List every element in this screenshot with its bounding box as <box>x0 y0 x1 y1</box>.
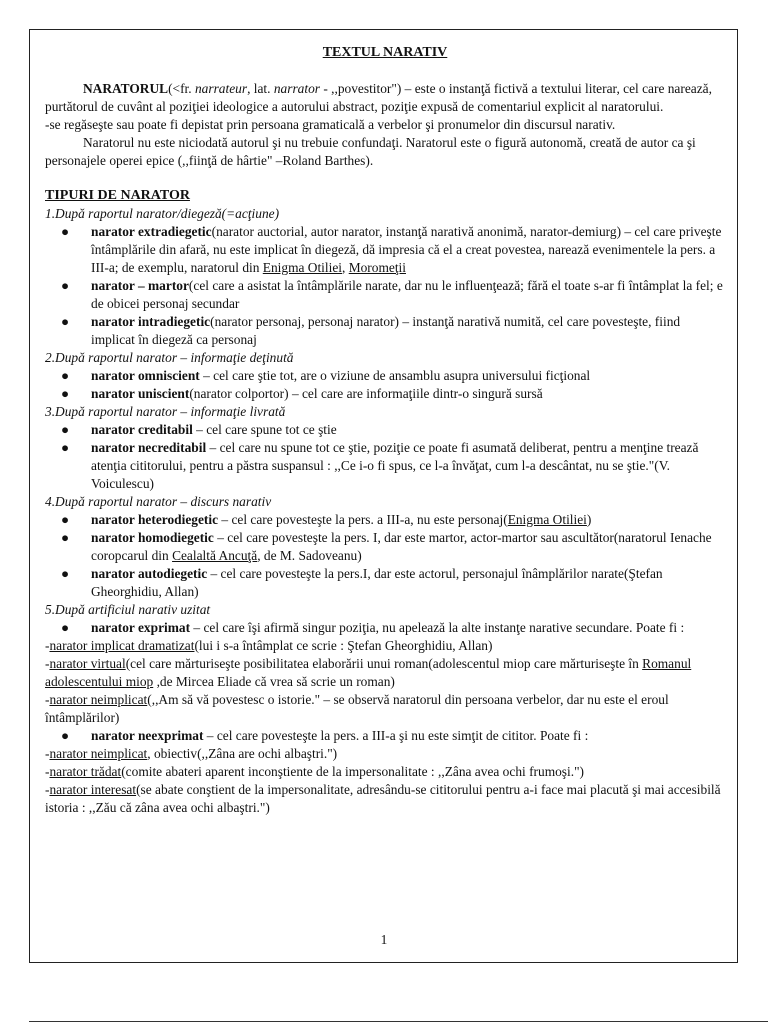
text: – cel care îşi afirmă singur poziţia, nu apelează la alte instanţe narative secundare. Poate fi : <box>190 620 685 635</box>
dash: - <box>45 656 50 671</box>
subtype-term: narator neimplicat <box>49 692 148 707</box>
criterion-2-heading: 2.După raportul narator – informaţie deţinută <box>45 350 294 365</box>
text: (narator colportor) – cel care are informaţiile dintr-o singură sursă <box>189 386 543 401</box>
list-item <box>45 313 725 349</box>
bullet-icon: ● <box>61 368 70 383</box>
text: ) <box>586 512 592 527</box>
term-naratorul: NARATORUL <box>83 81 169 96</box>
subtype-term: narator virtual <box>49 656 126 671</box>
bullet-icon: ● <box>61 224 70 239</box>
criterion-5-list-b <box>45 727 725 745</box>
page-number: 1 <box>380 932 388 947</box>
term: narator homodiegetic <box>91 530 214 545</box>
document-title: TEXTUL NARATIV <box>322 45 448 60</box>
list-item <box>45 727 725 745</box>
text: , obiectiv(,,Zâna are ochi albaştri.") <box>147 746 338 761</box>
subtype-line <box>45 763 725 781</box>
text: (lui i s-a întâmplat ce scrie : Ştefan Gheorghidiu, Allan) <box>194 638 493 653</box>
term: narator extradiegetic <box>91 224 212 239</box>
text: , de M. Sadoveanu) <box>257 548 362 563</box>
list-item <box>45 385 725 403</box>
term: narator heterodiegetic <box>91 512 219 527</box>
criterion-1-list <box>45 223 725 349</box>
text: (narator personaj, personaj narator) – instanţă narativă numită, cel care povesteşte, fiind implicat în diegeză ca personaj <box>91 314 681 347</box>
text: – cel care povesteşte la pers.I, dar este actorul, personajul înâmplărilor narate(Ştefan Gheorghidiu, Allan) <box>91 566 663 599</box>
bullet-icon: ● <box>61 386 70 401</box>
term: narator – martor <box>91 278 189 293</box>
term: narator autodiegetic <box>91 566 208 581</box>
text: – cel care spune tot ce ştie <box>192 422 337 437</box>
text: – cel care ştie tot, are o viziune de ansamblu asupra universului ficţional <box>199 368 591 383</box>
text: ,de Mircea Eliade că vrea să scrie un roman) <box>153 674 395 689</box>
bullet-icon: ● <box>61 314 70 329</box>
term: narator omniscient <box>91 368 200 383</box>
criterion-4-heading: 4.După raportul narator – discurs narativ <box>45 494 272 509</box>
term: narator uniscient <box>91 386 190 401</box>
work-title: Cealaltă Ancuţă <box>172 548 258 563</box>
text: narrateur <box>194 81 248 96</box>
text: , <box>342 260 349 275</box>
criterion-5-list-a <box>45 619 725 637</box>
work-title: Enigma Otiliei <box>262 260 342 275</box>
text: , lat. <box>247 81 274 96</box>
bullet-icon: ● <box>61 440 70 455</box>
intro-paragraph-3: Naratorul nu este niciodată autorul şi nu trebuie confundaţi. Naratorul este o figură autonomă, creată de autor ca şi personajele operei epice (,,fiinţă de hârtie" –Roland Barthes). <box>45 135 696 168</box>
term: narator creditabil <box>91 422 193 437</box>
dash: - <box>45 764 50 779</box>
term: narator intradiegetic <box>91 314 211 329</box>
text: (se abate conştient de la impersonalitate, adresându-se cititorului pentru a-i face mai placută şi mai accesibilă istoria : ,,Zău că zâna avea ochi albaştri.") <box>45 782 721 815</box>
subtype-line <box>45 637 725 655</box>
bullet-icon: ● <box>61 620 70 635</box>
text: (<fr. <box>168 81 195 96</box>
text: (narator auctorial, autor narator, instanţă narativă anonimă, narator-demiurg) – cel care priveşte întâmplările din afară, nu este implicat în diegeză, dă impresia că el a creat povestea, narează evenimentele la pers. a III-a; de exemplu, naratorul din <box>91 224 722 275</box>
criterion-2-list <box>45 367 725 403</box>
criterion-1-heading: 1.După raportul narator/diegeză(=acţiune) <box>45 206 280 221</box>
list-item <box>45 439 725 493</box>
subtype-line <box>45 691 725 727</box>
subtype-term: narator implicat dramatizat <box>49 638 195 653</box>
work-title: Moromeţii <box>348 260 406 275</box>
text: – cel care nu spune tot ce ştie, poziţie ce poate fi asumată deliberat, pentru a menţine trează atenţia cititorului, pentru a păstra suspansul : ,,Ce i-o fi spus, ce l-a învăţat, cum l-a descântat, nu se ştie."(V. Voiculescu) <box>91 440 699 491</box>
criterion-5-heading: 5.După artificiul narativ uzitat <box>45 602 211 617</box>
dash: - <box>45 692 50 707</box>
subtype-line <box>45 655 725 691</box>
list-item <box>45 529 725 565</box>
list-item <box>45 367 725 385</box>
subtype-line <box>45 745 725 763</box>
text: - ,,povestitor") – este o instanţă fictivă a textului literar, cel care narează, purtătorul de cuvânt al poziţiei ideologice a autorului abstract, poziţie expusă de comentariul explicit al naratorului. <box>45 81 712 114</box>
dash: - <box>45 782 50 797</box>
term: narator neexprimat <box>91 728 204 743</box>
list-item <box>45 421 725 439</box>
text: – cel care povesteşte la pers. a III-a, nu este personaj( <box>218 512 508 527</box>
subtype-term: narator interesat <box>49 782 137 797</box>
criterion-3-heading: 3.După raportul narator – informaţie livrată <box>45 404 286 419</box>
list-item <box>45 223 725 277</box>
work-title: Enigma Otiliei <box>507 512 587 527</box>
dash: - <box>45 746 50 761</box>
bullet-icon: ● <box>61 566 70 581</box>
criterion-3-list <box>45 421 725 493</box>
text: narrator <box>273 81 320 96</box>
criterion-4-list <box>45 511 725 601</box>
work-title: Romanul adolescentului miop <box>45 656 692 689</box>
text: (comite abateri aparent inconştiente de la impersonalitate : ,,Zâna avea ochi frumoşi.") <box>121 764 585 779</box>
intro-paragraph-1 <box>45 80 725 116</box>
section-heading: TIPURI DE NARATOR <box>45 188 190 203</box>
subtype-term: narator trădat <box>49 764 122 779</box>
document-body <box>45 44 725 817</box>
subtype-line <box>45 781 725 817</box>
text: – cel care povesteşte la pers. a III-a şi nu este simţit de cititor. Poate fi : <box>203 728 589 743</box>
list-item <box>45 565 725 601</box>
term: narator necreditabil <box>91 440 207 455</box>
list-item <box>45 511 725 529</box>
text: – cel care povesteşte la pers. I, dar este martor, actor-martor sau ascultător(naratorul Ienache coropcarul din <box>91 530 712 563</box>
bullet-icon: ● <box>61 278 70 293</box>
dash: - <box>45 638 50 653</box>
bullet-icon: ● <box>61 512 70 527</box>
list-item <box>45 277 725 313</box>
bullet-icon: ● <box>61 728 70 743</box>
list-item <box>45 619 725 637</box>
subtype-term: narator neimplicat <box>49 746 148 761</box>
term: narator exprimat <box>91 620 191 635</box>
text: (cel care a asistat la întâmplările narate, dar nu le influenţează; fără el toate s-ar fi întâmplat la fel; e de obicei personaj secundar <box>91 278 723 311</box>
intro-paragraph-2: -se regăseşte sau poate fi depistat prin persoana gramaticală a verbelor şi pronumelor din discursul narativ. <box>45 117 616 132</box>
bullet-icon: ● <box>61 530 70 545</box>
text: (cel care mărturiseşte posibilitatea elaborării unui roman(adolescentul miop care mărturiseşte în <box>125 656 643 671</box>
text: (,,Am să vă povestesc o istorie." – se observă naratorul din persoana verbelor, dar nu este el eroul întâmplărilor) <box>45 692 669 725</box>
bullet-icon: ● <box>61 422 70 437</box>
divider <box>29 1021 768 1022</box>
